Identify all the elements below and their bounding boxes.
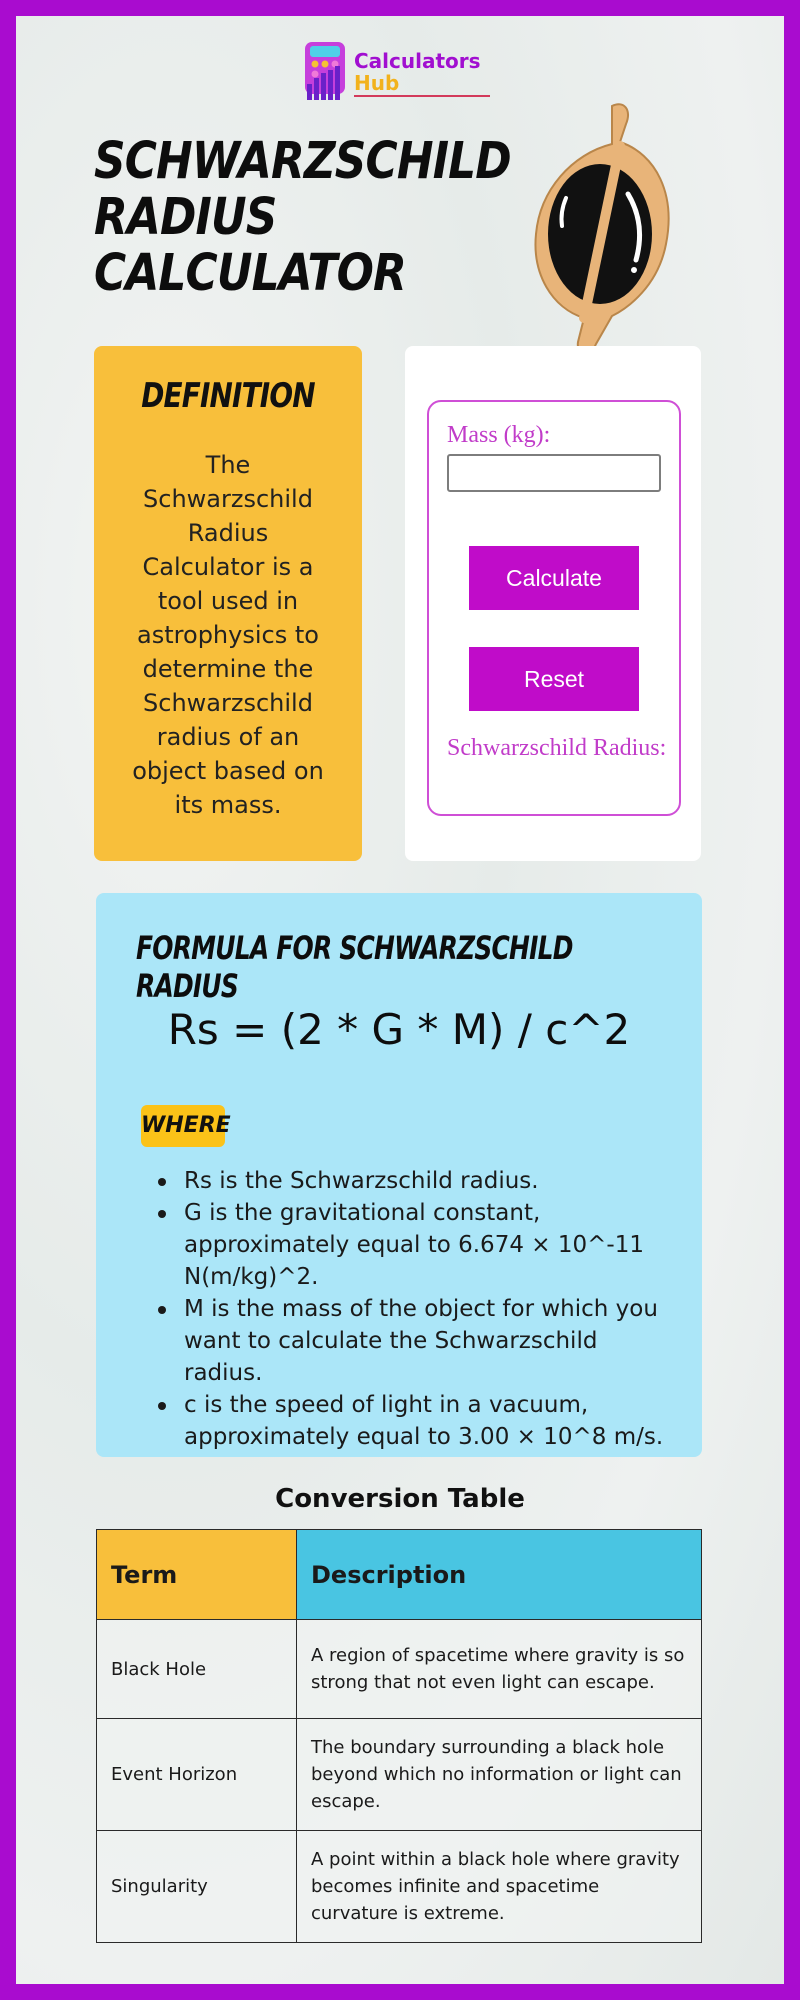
definition-body: The Schwarzschild Radius Calculator is a tool used in astrophysics to determine the Schwarzschild radius of an object based on its mass. bbox=[132, 451, 324, 819]
page-title: SCHWARZSCHILD RADIUS CALCULATOR bbox=[94, 132, 511, 303]
formula-equation: Rs = (2 * G * M) / c^2 bbox=[167, 1005, 631, 1054]
list-item: Rs is the Schwarzschild radius. bbox=[154, 1165, 674, 1197]
result-label: Schwarzschild Radius: bbox=[447, 735, 667, 761]
conversion-table-title: Conversion Table bbox=[275, 1484, 525, 1514]
table-row bbox=[97, 1620, 702, 1719]
table-cell-term: Singularity bbox=[97, 1831, 297, 1943]
formula-title: FORMULA FOR SCHWARZSCHILD RADIUS bbox=[136, 929, 573, 1005]
logo-text bbox=[354, 50, 481, 94]
calculator-card bbox=[405, 346, 701, 861]
table-row bbox=[97, 1719, 702, 1831]
definition-title: DEFINITION bbox=[141, 376, 315, 416]
where-list bbox=[154, 1165, 674, 1453]
mass-label: Mass (kg): bbox=[447, 422, 551, 448]
logo-underline bbox=[354, 95, 490, 97]
formula-card bbox=[96, 893, 702, 1457]
column-header-term: Term bbox=[97, 1530, 297, 1620]
definition-card bbox=[94, 346, 362, 861]
calculate-button[interactable]: Calculate bbox=[469, 546, 639, 610]
table-cell-term: Black Hole bbox=[97, 1620, 297, 1719]
table-cell-description: A point within a black hole where gravity becomes infinite and spacetime curvature is extreme. bbox=[297, 1831, 702, 1943]
calculator-chart-icon bbox=[304, 40, 350, 102]
list-item: G is the gravitational constant, approximately equal to 6.674 × 10^-11 N(m/kg)^2. bbox=[154, 1197, 674, 1293]
where-tag: WHERE bbox=[141, 1105, 225, 1147]
table-cell-term: Event Horizon bbox=[97, 1719, 297, 1831]
calculators-hub-logo[interactable] bbox=[304, 40, 504, 102]
reset-button[interactable]: Reset bbox=[469, 647, 639, 711]
page-background bbox=[16, 16, 784, 1984]
list-item: M is the mass of the object for which you want to calculate the Schwarzschild radius. bbox=[154, 1293, 674, 1389]
table-row bbox=[97, 1831, 702, 1943]
table-cell-description: The boundary surrounding a black hole beyond which no information or light can escape. bbox=[297, 1719, 702, 1831]
black-hole-icon bbox=[516, 94, 686, 364]
column-header-description: Description bbox=[297, 1530, 702, 1620]
table-cell-description: A region of spacetime where gravity is so strong that not even light can escape. bbox=[297, 1620, 702, 1719]
logo-text-hub: Hub bbox=[354, 71, 400, 95]
conversion-table bbox=[96, 1529, 702, 1943]
mass-input[interactable] bbox=[447, 454, 661, 492]
logo-text-calculators: Calculators bbox=[354, 49, 481, 73]
table-header-row bbox=[97, 1530, 702, 1620]
calculator-form bbox=[427, 400, 681, 816]
list-item: c is the speed of light in a vacuum, approximately equal to 3.00 × 10^8 m/s. bbox=[154, 1389, 674, 1453]
